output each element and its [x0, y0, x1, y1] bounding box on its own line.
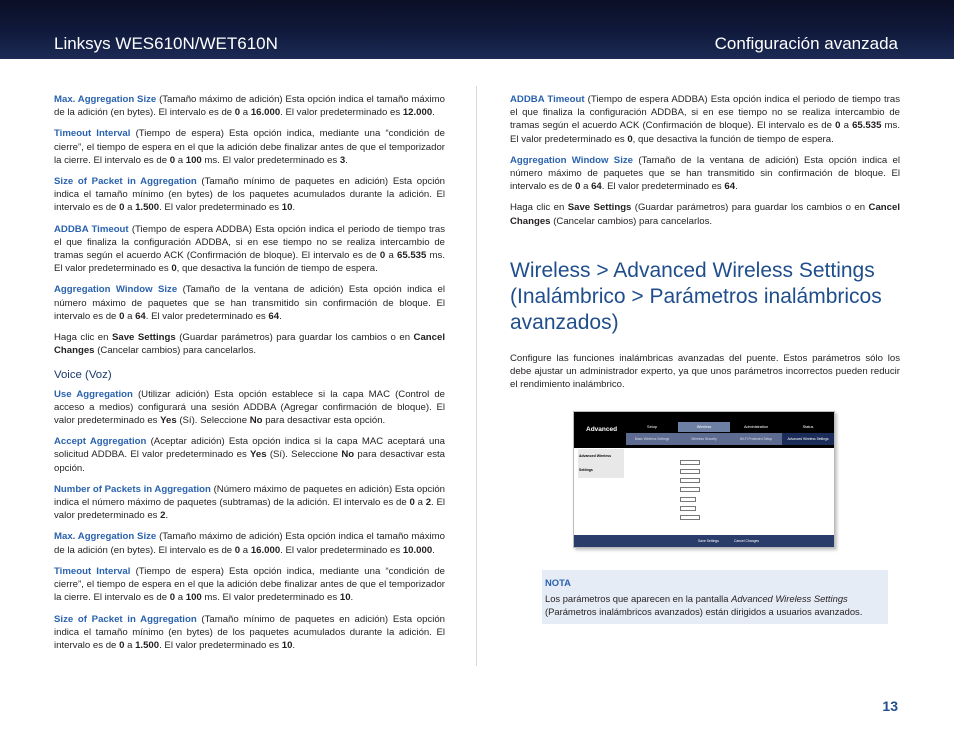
advanced-wireless-settings-screenshot: [573, 411, 835, 548]
figure-tab-status: Status: [802, 425, 814, 430]
left-column: [54, 93, 445, 660]
figure-save-button: Save Settings: [698, 539, 719, 544]
figure-form-rows: [630, 459, 740, 523]
figure-row: [630, 469, 740, 476]
figure-row: [630, 459, 740, 466]
figure-title: Advanced: [586, 426, 618, 434]
term-label: Aggregation Window Size: [54, 284, 178, 296]
figure-subtab-wps: Wi-Fi Protected Setup: [739, 437, 773, 442]
term-label: Timeout Interval: [54, 565, 131, 577]
note-label: NOTA: [545, 577, 571, 589]
figure-cancel-button: Cancel Changes: [734, 539, 760, 544]
term-label: Size of Packet in Aggregation: [54, 176, 197, 188]
paragraph-max-aggregation-size: Max. Aggregation Size (Tamaño máximo de adición) Esta opción indica el tamaño máximo de la adición (en bytes). El intervalo es de 0 a 16.000. El valor predeterminado es 12.000.: [54, 94, 445, 119]
figure-tab-wireless: Wireless: [678, 422, 730, 432]
note-box: [542, 570, 888, 623]
figure-tabs: [626, 422, 834, 432]
note-text: Los parámetros que aparecen en la pantalla Advanced Wireless Settings (Parámetros inalámbricos avanzados) están dirigidos a usuarios avanzados.: [545, 592, 863, 617]
figure-subtab-advanced: Advanced Wireless Settings: [782, 433, 834, 445]
figure-tab-administration: Administration: [743, 425, 769, 430]
voice-heading: Voice (Voz): [54, 369, 112, 382]
term-label: ADDBA Timeout: [510, 94, 585, 105]
figure-sidebar: [574, 448, 626, 547]
term-label: Accept Aggregation: [54, 436, 147, 448]
section-title: Configuración avanzada: [714, 34, 898, 53]
paragraph-size-of-packet: Size of Packet in Aggregation (Tamaño mínimo de paquetes en adición) Esta opción indica el tamaño mínimo (en bytes) de los paquetes acumulados durante la adición. El intervalo es de 0 a 1.500. El valor predeterminado es 10.: [54, 176, 446, 214]
paragraph-save-instructions: Haga clic en Save Settings (Guardar parámetros) para guardar los cambios o en Cancel Changes (Cancelar cambios) para cancelarlos.: [54, 332, 445, 357]
header-banner: [0, 0, 954, 59]
term-label: ADDBA Timeout: [54, 223, 129, 235]
figure-row: [630, 487, 740, 494]
paragraph-addba-timeout: ADDBA Timeout (Tiempo de espera ADDBA) Esta opción indica el periodo de tiempo tras el que finaliza la configuración ADDBA, si en ese tiempo no se realiza intercambio de tramas según el acuerdo ACK (Confirmación de bloque). El intervalo es de 0 a 65.535 ms. El valor predeterminado es 0, que desactiva la función de tiempo de espera.: [510, 94, 900, 145]
term-label: Max. Aggregation Size: [54, 94, 157, 105]
paragraph-addba-timeout: ADDBA Timeout (Tiempo de espera ADDBA) Esta opción indica el periodo de tiempo tras el que finaliza la configuración ADDBA, si en ese tiempo no se realiza intercambio de tramas según el acuerdo ACK (Confirmación de bloque). El intervalo es de 0 a 65.535 ms. El valor predeterminado es 0, que desactiva la función de tiempo de espera.: [54, 223, 445, 275]
figure-subtab-basic: Basic Wireless Settings: [634, 437, 670, 442]
paragraph-timeout-interval-voice: Timeout Interval (Tiempo de espera) Esta opción indica, mediante una “condición de cierre”, el tiempo de espera en el que la adición debe finalizar antes de que el temporizador la cierre. El intervalo es de 0 a 100 ms. El valor predeterminado es 10.: [54, 565, 445, 604]
term-label: Max. Aggregation Size: [54, 531, 157, 543]
figure-row: [630, 505, 740, 512]
paragraph-timeout-interval: Timeout Interval (Tiempo de espera) Esta opción indica, mediante una “condición de cierre”, el tiempo de espera en el que la adición debe finalizar antes de que el temporizador la cierre. El intervalo es de 0 a 100 ms. El valor predeterminado es 3.: [54, 128, 445, 166]
paragraph-number-of-packets: Number of Packets in Aggregation (Número máximo de paquetes en adición) Esta opción indica el número máximo de paquetes (subtramas) de la adición. El intervalo es de 0 a 2. El valor predeterminado es 2.: [54, 483, 446, 522]
intro-paragraph: Configure las funciones inalámbricas avanzadas del puente. Estos parámetros sólo los debe ajustar un administrador experto, ya que unos parámetros incorrectos pueden reducir el rendimiento inalámbrico.: [510, 352, 900, 391]
figure-row: [630, 478, 740, 485]
column-divider: [476, 86, 477, 666]
paragraph-use-aggregation: Use Aggregation (Utilizar adición) Esta opción establece si la capa MAC (Control de acceso a medios) configurará una sesión ADDBA (Agregar confirmación de bloque). El valor predeterminado es Yes (Sí). Seleccione No para desactivar esta opción.: [54, 388, 446, 427]
paragraph-aggregation-window-size: Aggregation Window Size (Tamaño de la ventana de adición) Esta opción indica el número máximo de paquetes que se han transmitido sin confirmación de bloque. El intervalo es de 0 a 64. El valor predeterminado es 64.: [510, 154, 900, 193]
figure-top-bar: [574, 412, 834, 448]
term-label: Aggregation Window Size: [510, 154, 633, 166]
figure-tab-setup: Setup: [647, 425, 657, 430]
paragraph-aggregation-window-size: Aggregation Window Size (Tamaño de la ventana de adición) Esta opción indica el número máximo de paquetes que se han transmitido sin confirmación de bloque. El intervalo es de 0 a 64. El valor predeterminado es 64.: [54, 284, 446, 322]
paragraph-max-aggregation-size-voice: Max. Aggregation Size (Tamaño máximo de adición) Esta opción indica el tamaño máximo de la adición (en bytes). El intervalo es de 0 a 16.000. El valor predeterminado es 10.000.: [54, 531, 445, 556]
paragraph-accept-aggregation: Accept Aggregation (Aceptar adición) Esta opción indica si la capa MAC aceptará una solicitud ADDBA. El valor predeterminado es Yes (Sí). Seleccione No para desactivar esta opción.: [54, 436, 446, 474]
paragraph-save-instructions: Haga clic en Save Settings (Guardar parámetros) para guardar los cambios o en Cancel Changes (Cancelar cambios) para cancelarlos.: [510, 202, 900, 227]
term-label: Timeout Interval: [54, 128, 131, 140]
figure-subtab-security: Wireless Security: [691, 437, 717, 442]
figure-row: [630, 496, 740, 503]
page-number: 13: [882, 698, 898, 714]
term-label: Size of Packet in Aggregation: [54, 613, 197, 625]
term-label: Use Aggregation: [54, 388, 133, 400]
figure-footer: [574, 535, 834, 547]
section-heading: Wireless > Advanced Wireless Settings (Inalámbrico > Parámetros inalámbricos avanzados): [510, 258, 882, 334]
figure-subtabs: [626, 433, 834, 445]
paragraph-size-of-packet-voice: Size of Packet in Aggregation (Tamaño mínimo de paquetes en adición) Esta opción indica el tamaño mínimo (en bytes) de los paquetes acumulados durante la adición. El intervalo es de 0 a 1.500. El valor predeterminado es 10.: [54, 613, 446, 651]
term-label: Number of Packets in Aggregation: [54, 483, 211, 495]
product-name: Linksys WES610N/WET610N: [54, 34, 278, 53]
figure-row: [630, 514, 740, 521]
figure-sidebar-label: Advanced Wireless Settings: [578, 449, 624, 477]
right-column: [510, 93, 900, 624]
